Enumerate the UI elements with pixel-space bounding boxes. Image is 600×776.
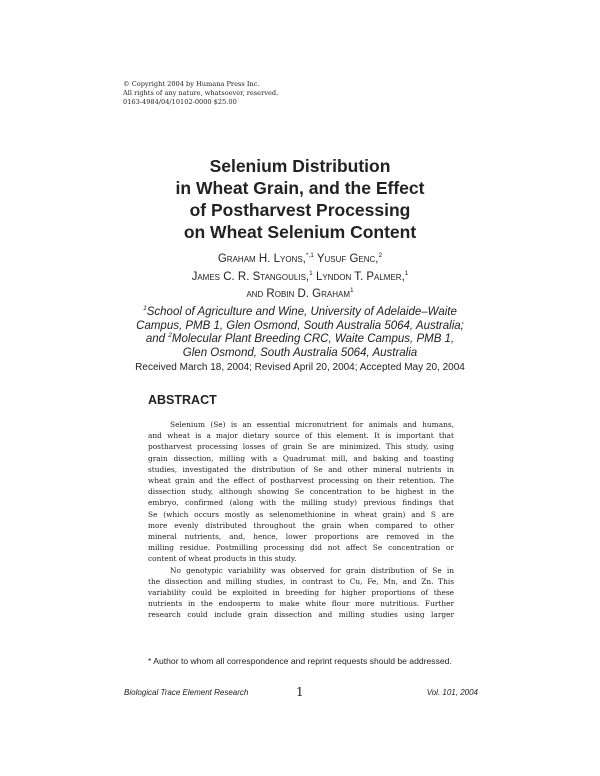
abstract-body: [148, 419, 454, 621]
author-palmer: Lyndon T. Palmer,: [315, 270, 405, 283]
correspondence-footnote: * Author to whom all correspondence and reprint requests should be addressed.: [148, 656, 452, 666]
abstract-line: Se (which occurs mostly as selenomethionine in wheat grain) and S are: [148, 509, 454, 519]
abstract-line: variability could be exploited in breeding for higher proportions of these: [148, 588, 454, 598]
author-genc: Yusuf Genc,: [316, 253, 379, 265]
author-graham-affil: 1: [350, 287, 354, 295]
copyright-notice: [123, 80, 278, 107]
abstract-line: embryo, confirmed (along with the milling study) previous findings that: [148, 498, 454, 508]
journal-name: Biological Trace Element Research: [124, 688, 249, 697]
rights-line: All rights of any nature, whatsoever, reserved.: [123, 89, 279, 97]
author-list: [0, 251, 600, 304]
title-line-3: of Postharvest Processing: [189, 200, 411, 220]
abstract-line: mineral nutrients, and, hence, lower proportions are removed in the: [148, 532, 454, 542]
author-genc-affil: 2: [378, 252, 383, 260]
author-line-1: [0, 251, 600, 269]
author-line-2: [0, 269, 600, 287]
affiliation-line-2: Campus, PMB 1, Glen Osmond, South Australia 5064, Australia;: [136, 319, 464, 332]
author-stangoulis-affil: 1: [309, 269, 313, 277]
abstract-line: wheat grain and the effect of postharvest processing on their retention. The: [148, 476, 454, 486]
affiliation-line-1: [0, 306, 600, 320]
abstract-line: content of wheat products in this study.: [148, 554, 297, 564]
issn-line: 0163-4984/04/10102-0000 $25.00: [123, 98, 237, 106]
abstract-line: more evenly distributed throughout the grain when compared to other: [148, 520, 454, 530]
author-line-3: [0, 286, 600, 304]
abstract-line: No genotypic variability was observed for grain distribution of Se in: [170, 565, 454, 575]
affiliation-conjunction: and: [145, 333, 169, 345]
title-line-4: on Wheat Selenium Content: [183, 222, 417, 242]
abstract-line: Selenium (Se) is an essential micronutrient for animals and humans,: [170, 420, 454, 429]
author-graham: and Robin D. Graham: [246, 288, 351, 300]
abstract-line: and wheat is a major dietary source of this element. It is important that: [148, 431, 454, 441]
abstract-line: postharvest processing losses of grain Se are minimized. This study, using: [148, 442, 454, 452]
author-stangoulis: James C. R. Stangoulis,: [191, 270, 310, 283]
affiliations: [0, 306, 600, 360]
affiliation-marker-1: 1: [143, 305, 147, 313]
author-lyons: Graham H. Lyons,: [217, 253, 306, 265]
abstract-line: research could include grain dissection and milling studies using larger: [148, 610, 454, 620]
title-line-1: Selenium Distribution: [209, 156, 391, 176]
author-palmer-affil: 1: [404, 269, 409, 277]
abstract-line: the dissection and milling studies, in contrast to Cu, Fe, Mn, and Zn. This: [148, 576, 454, 586]
affiliation-line-4: Glen Osmond, South Australia 5064, Australia: [182, 346, 418, 359]
abstract-line: grain dissection, milling with a Quadrumat mill, and baking and toasting: [148, 453, 454, 463]
abstract-line: dissection study, although showing Se concentration to be highest in the: [148, 487, 454, 497]
abstract-line: nutrients in the endosperm to make white flour more nutritious. Further: [148, 599, 454, 609]
author-lyons-affil: *,1: [305, 252, 314, 260]
affiliation-text-1: School of Agriculture and Wine, University of Adelaide–Waite: [146, 306, 457, 318]
volume-info: Vol. 101, 2004: [426, 688, 478, 697]
abstract-line: milling residue. Postmilling processing did not affect Se concentration or: [148, 543, 454, 553]
copyright-line: © Copyright 2004 by Humana Press Inc.: [123, 80, 260, 88]
page-number: 1: [296, 685, 304, 699]
affiliation-text-3: Molecular Plant Breeding CRC, Waite Campus, PMB 1,: [171, 333, 455, 345]
abstract-heading: ABSTRACT: [148, 393, 217, 407]
affiliation-line-3: [0, 333, 600, 347]
article-title: [0, 155, 600, 243]
abstract-line: studies, investigated the distribution of Se and other mineral nutrients in: [148, 464, 454, 474]
title-line-2: in Wheat Grain, and the Effect: [175, 178, 425, 198]
received-dates: Received March 18, 2004; Revised April 20, 2004; Accepted May 20, 2004: [135, 362, 465, 373]
affiliation-marker-2: 2: [168, 332, 172, 340]
